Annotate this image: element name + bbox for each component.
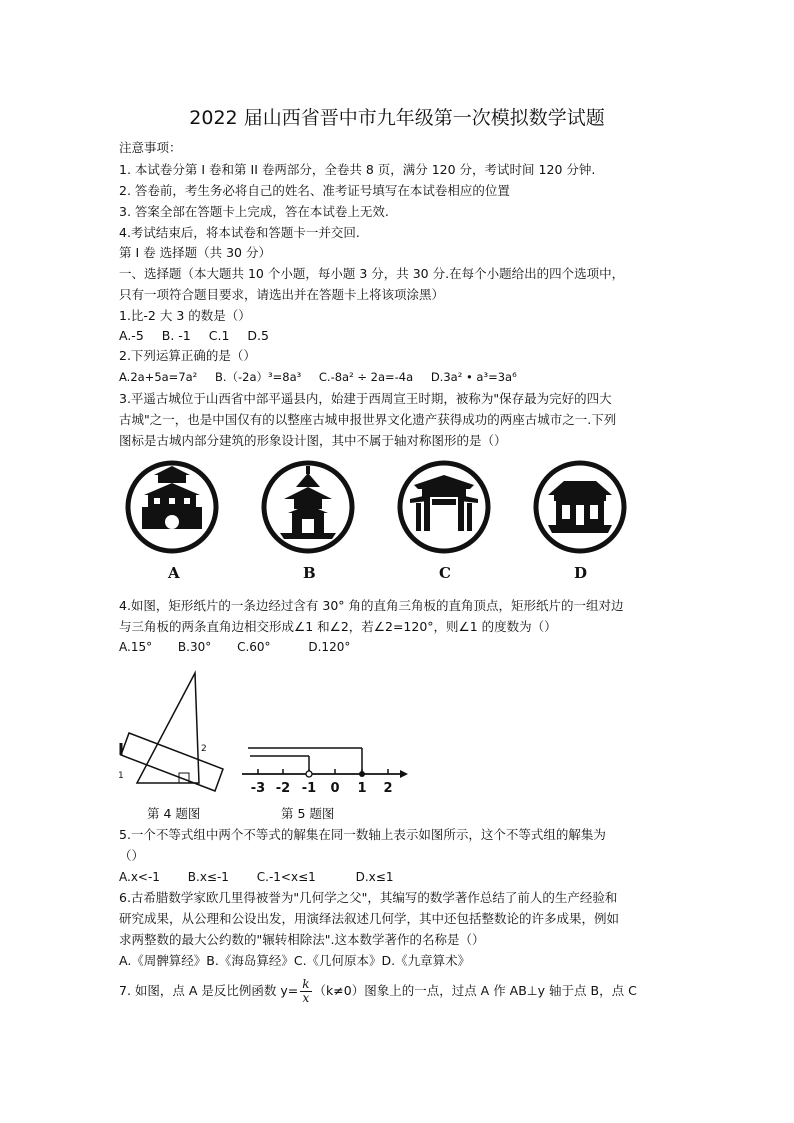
q7-fraction (300, 978, 311, 1005)
q2-option-a: A.2a+5a=7a² (119, 370, 198, 384)
q7-fraction-numerator: k (302, 977, 310, 991)
q1-option-a: A.-5 (119, 328, 144, 343)
q6-options: A.《周髀算经》B.《海岛算经》C.《几何原本》D.《九章算术》 (119, 953, 471, 968)
q2-stem: 2.下列运算正确的是（） (119, 348, 256, 363)
label-c: C (439, 564, 451, 582)
q4-option-c: C.60° (237, 640, 271, 654)
section-heading: 第 I 卷 选择题（共 30 分） (119, 245, 271, 260)
q4-angle-2-mark: 2 (201, 744, 207, 754)
q2-option-c: C.-8a² ÷ 2a=-4a (318, 370, 414, 384)
q6-line-1: 6.古希腊数学家欧几里得被誉为"几何学之父"，其编写的数学著作总结了前人的生产经验和 (119, 890, 618, 905)
notice-heading: 注意事项： (119, 140, 182, 155)
q7-prefix: 7. 如图，点 A 是反比例函数 y= (119, 983, 299, 998)
tick-label: 0 (330, 781, 340, 796)
label-b: B (303, 564, 316, 582)
q3-line-3: 图标是古城内部分建筑的形象设计图，其中不属于轴对称图形的是（） (119, 433, 507, 448)
q4-angle-1-mark: 1 (118, 771, 124, 781)
q7-suffix: （k≠0）图象上的一点，过点 A 作 AB⊥y 轴于点 B，点 C (313, 983, 637, 998)
q6-line-3: 求两整数的最大公约数的"辗转相除法".这本数学著作的名称是（） (119, 932, 485, 947)
q2-option-d: D.3a² • a³=3a⁶ (430, 370, 517, 384)
q7-fraction-denominator: x (302, 991, 310, 1005)
tick-label: -2 (275, 781, 291, 796)
q4-option-d: D.120° (308, 640, 351, 654)
q7-line (119, 976, 637, 1006)
building-icon-c (400, 463, 488, 551)
tick-label: -1 (301, 781, 317, 796)
q5-option-b: B.x≤-1 (187, 870, 229, 884)
q5-option-a: A.x<-1 (119, 870, 160, 884)
q5-figure-caption: 第 5 题图 (281, 806, 335, 821)
q4-line-2: 与三角板的两条直角边相交形成∠1 和∠2，若∠2=120°，则∠1 的度数为（） (119, 619, 557, 634)
section-instruction-2: 只有一项符合题目要求，请选出并在答题卡上将该项涂黑） (119, 287, 445, 302)
notice-item-2: 2. 答卷前，考生务必将自己的姓名、准考证号填写在本试卷相应的位置 (119, 183, 510, 198)
q4-options (119, 637, 364, 657)
q1-option-b: B. -1 (161, 328, 191, 343)
q4-option-b: B.30° (177, 640, 212, 654)
q3-line-1: 3.平遥古城位于山西省中部平遥县内，始建于西周宣王时期，被称为"保存最为完好的四大 (119, 391, 612, 406)
q1-option-c: C.1 (208, 328, 230, 343)
section-instruction-1: 一、选择题（本大题共 10 个小题，每小题 3 分，共 30 分.在每个小题给出的四个选项中， (119, 266, 625, 281)
page-title: 2022 届山西省晋中市九年级第一次模拟数学试题 (189, 107, 605, 129)
label-d: D (574, 564, 588, 582)
notice-item-4: 4.考试结束后，将本试卷和答题卡一并交回. (119, 225, 360, 240)
building-icon-b (264, 463, 352, 551)
q5-line-1: 5.一个不等式组中两个不等式的解集在同一数轴上表示如图所示，这个不等式组的解集为 (119, 827, 606, 842)
q2-options (119, 367, 531, 387)
q4-figure (115, 665, 235, 795)
q5-number-line (238, 740, 418, 796)
q5-options (119, 867, 407, 887)
q1-options (119, 326, 283, 346)
tick-label: 1 (357, 781, 367, 796)
q4-line-1: 4.如图，矩形纸片的一条边经过含有 30° 角的直角三角板的直角顶点，矩形纸片的一组对边 (119, 598, 624, 613)
notice-item-1: 1. 本试卷分第 I 卷和第 II 卷两部分，全卷共 8 页，满分 120 分，考试时间 120 分钟. (119, 162, 596, 177)
tick-label: -3 (250, 781, 266, 796)
label-a: A (168, 564, 180, 582)
q6-line-2: 研究成果，从公理和公设出发，用演绎法叙述几何学，其中还包括整数论的许多成果，例如 (119, 911, 620, 926)
building-icon-d (536, 463, 624, 551)
q1-stem: 1.比-2 大 3 的数是（） (119, 308, 251, 323)
q3-line-2: 古城"之一，也是中国仅有的以整座古城申报世界文化遗产获得成功的两座古城市之一.下列 (119, 412, 617, 427)
building-icon-a (128, 463, 216, 551)
q5-option-d: D.x≤1 (355, 870, 394, 884)
tick-label: 2 (383, 781, 393, 796)
notice-item-3: 3. 答案全部在答题卡上完成，答在本试卷上无效. (119, 204, 389, 219)
q2-option-b: B.（-2a）³=8a³ (214, 370, 302, 384)
q4-option-a: A.15° (119, 640, 153, 654)
q5-option-c: C.-1<x≤1 (256, 870, 316, 884)
q1-option-d: D.5 (247, 328, 269, 343)
q3-icons (120, 455, 680, 585)
q5-line-2: （） (119, 848, 145, 863)
q4-figure-caption: 第 4 题图 (147, 806, 201, 821)
